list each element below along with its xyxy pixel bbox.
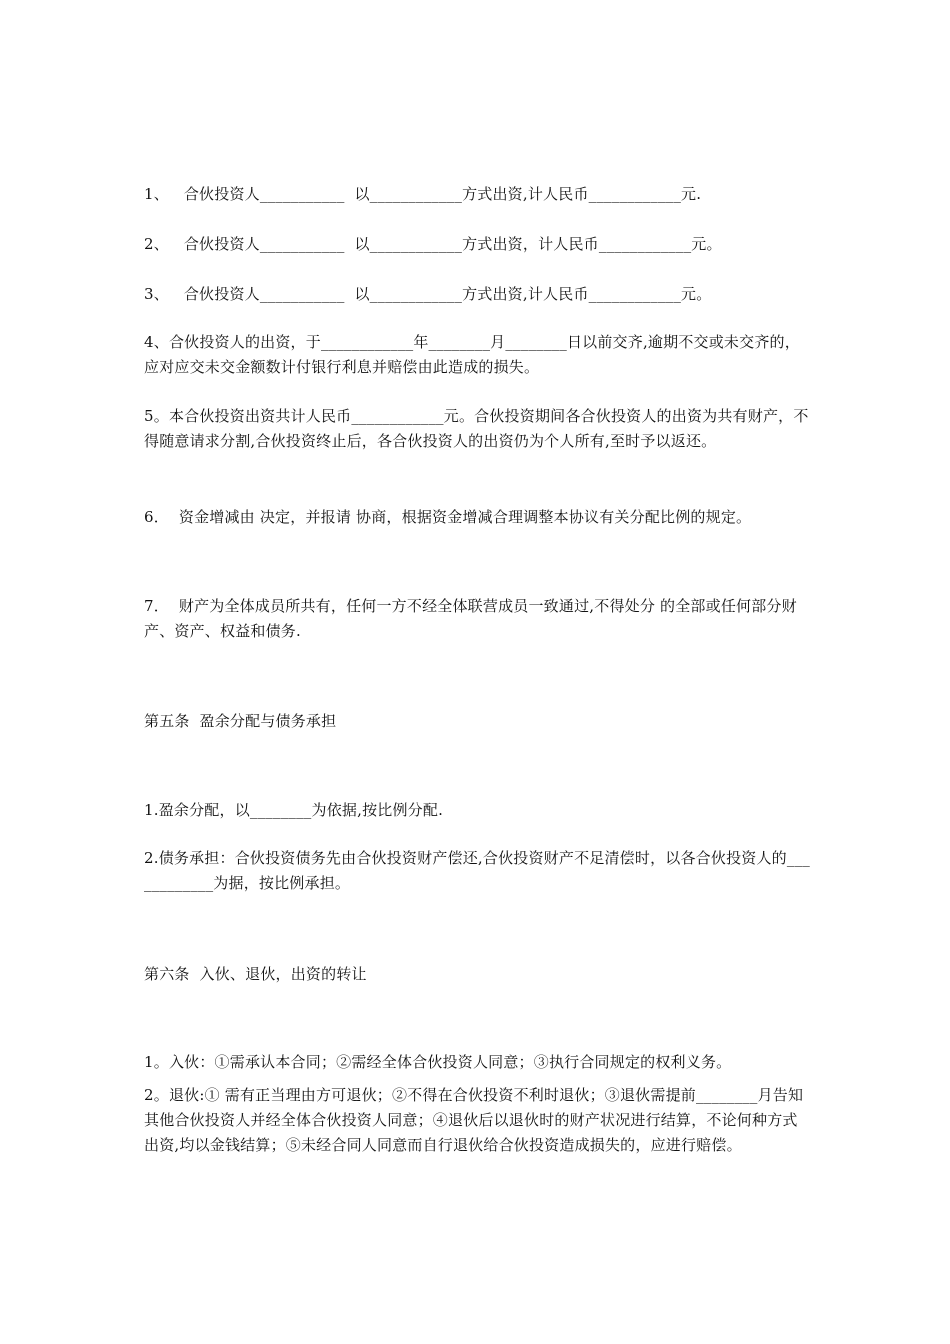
paragraph-1: 1、 合伙投资人___________ 以____________方式出资,计人民币____________元. (144, 185, 702, 203)
paragraph-4: 4、合伙投资人的出资，于____________年________月________日以前交齐,逾期不交或未交齐的，应对应交未交金额数计付银行利息并赔偿由此造成的损失。 (144, 333, 800, 376)
paragraph-2: 2、 合伙投资人___________ 以____________方式出资，计人民币____________元。 (144, 235, 722, 253)
section-heading-6: 第六条 入伙、退伙，出资的转让 (144, 965, 367, 983)
paragraph-5: 5。本合伙投资出资共计人民币____________元。合伙投资期间各合伙投资人的出资为共有财产，不得随意请求分割,合伙投资终止后，各合伙投资人的出资仍为个人所有,至时予以返还。 (144, 407, 809, 450)
section-heading-5: 第五条 盈余分配与债务承担 (144, 712, 337, 730)
paragraph-7: 7． 财产为全体成员所共有，任何一方不经全体联营成员一致通过,不得处分 的全部或任何部分财产、资产、权益和债务. (144, 597, 797, 640)
paragraph-profit-distribution: 1.盈余分配，以________为依据,按比例分配. (144, 801, 444, 819)
paragraph-withdrawal: 2。退伙:① 需有正当理由方可退伙；②不得在合伙投资不利时退伙；③退伙需提前________月告知其他合伙投资人并经全体合伙投资人同意；④退伙后以退伙时的财产状况进行结算，不论何种方式出资,均以金钱结算；⑤未经合同人同意而自行退伙给合伙投资造成损失的，应进行赔偿。 (144, 1086, 804, 1154)
paragraph-6: 6． 资金增减由 决定，并报请 协商，根据资金增减合理调整本协议有关分配比例的规定。 (144, 508, 752, 526)
paragraph-joining: 1。入伙：①需承认本合同；②需经全体合伙投资人同意；③执行合同规定的权利义务。 (144, 1053, 732, 1071)
paragraph-debt-bearing: 2.债务承担：合伙投资债务先由合伙投资财产偿还,合伙投资财产不足清偿时，以各合伙投资人的____________为据，按比例承担。 (144, 849, 810, 892)
paragraph-3: 3、 合伙投资人___________ 以____________方式出资,计人民币____________元。 (144, 285, 712, 303)
